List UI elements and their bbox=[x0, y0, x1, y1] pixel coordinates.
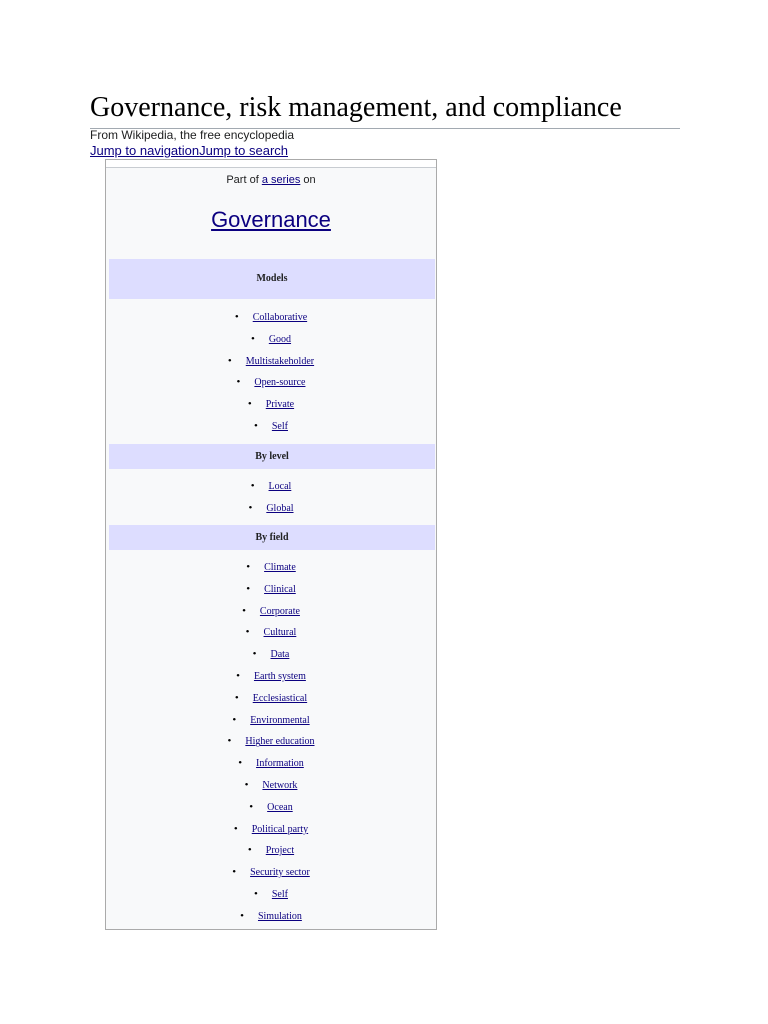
list-item bbox=[105, 735, 437, 748]
series-item-link[interactable]: Private bbox=[265, 399, 295, 411]
series-item-link[interactable]: Good bbox=[268, 333, 292, 345]
bullet-icon: • bbox=[232, 866, 237, 879]
series-item-link[interactable]: Security sector bbox=[250, 867, 310, 879]
series-item-link[interactable]: Higher education bbox=[245, 736, 315, 748]
list-item bbox=[105, 692, 437, 705]
bullet-icon: • bbox=[250, 480, 255, 492]
jump-links bbox=[90, 143, 288, 159]
part-of-prefix: Part of bbox=[226, 174, 262, 186]
bullet-icon: • bbox=[248, 501, 253, 514]
bullet-icon: • bbox=[233, 822, 238, 835]
bullet-icon: • bbox=[254, 888, 258, 900]
series-item-link[interactable]: Environmental bbox=[250, 714, 310, 726]
series-item-link[interactable]: Data bbox=[270, 649, 290, 661]
series-title-container bbox=[105, 207, 437, 233]
list-item bbox=[105, 626, 437, 639]
list-item bbox=[105, 398, 437, 411]
bullet-icon: • bbox=[240, 909, 244, 922]
list-item bbox=[105, 801, 437, 814]
bullet-icon: • bbox=[236, 670, 240, 682]
bullet-icon: • bbox=[254, 420, 258, 432]
list-item bbox=[105, 376, 437, 389]
bullet-icon: • bbox=[242, 604, 246, 617]
series-item-link[interactable]: Local bbox=[268, 481, 292, 492]
list-item bbox=[105, 648, 437, 661]
series-item-link[interactable]: Self bbox=[271, 889, 288, 900]
list-item bbox=[105, 561, 437, 574]
jump-to-search-link[interactable]: Jump to search bbox=[199, 143, 288, 158]
list-item bbox=[105, 823, 437, 836]
list-item bbox=[105, 355, 437, 368]
list-item bbox=[105, 779, 437, 792]
bullet-icon: • bbox=[227, 735, 232, 748]
bullet-icon: • bbox=[232, 713, 237, 726]
list-item bbox=[105, 605, 437, 618]
section-heading-models: Models bbox=[109, 259, 435, 299]
section-heading-by-level: By level bbox=[109, 444, 435, 469]
series-item-link[interactable]: Open-source bbox=[254, 377, 306, 389]
page-title: Governance, risk management, and compliance bbox=[90, 88, 680, 129]
bullet-icon: • bbox=[249, 800, 254, 813]
series-item-link[interactable]: Collaborative bbox=[252, 312, 308, 323]
bullet-icon: • bbox=[234, 311, 239, 323]
series-item-link[interactable]: Climate bbox=[264, 562, 296, 573]
bullet-icon: • bbox=[238, 757, 243, 770]
list-item bbox=[105, 311, 437, 324]
bullet-icon: • bbox=[247, 844, 252, 857]
list-item bbox=[105, 757, 437, 770]
list-item bbox=[105, 480, 437, 493]
series-item-link[interactable]: Corporate bbox=[259, 605, 300, 617]
jump-to-navigation-link[interactable]: Jump to navigation bbox=[90, 143, 200, 158]
list-item bbox=[105, 333, 437, 346]
bullet-icon: • bbox=[246, 582, 251, 595]
list-item bbox=[105, 583, 437, 596]
bullet-icon: • bbox=[252, 648, 257, 661]
sidebar-top-divider bbox=[106, 160, 436, 168]
a-series-link[interactable]: a series bbox=[261, 174, 301, 186]
list-item bbox=[105, 844, 437, 857]
bullet-icon: • bbox=[250, 332, 255, 345]
list-item bbox=[105, 888, 437, 901]
list-item bbox=[105, 866, 437, 879]
series-item-link[interactable]: Self bbox=[271, 421, 288, 432]
section-heading-by-field: By field bbox=[109, 525, 435, 550]
governance-series-link[interactable]: Governance bbox=[211, 207, 331, 232]
list-item bbox=[105, 502, 437, 515]
bullet-icon: • bbox=[244, 779, 249, 791]
bullet-icon: • bbox=[227, 354, 232, 367]
series-item-link[interactable]: Simulation bbox=[257, 910, 302, 922]
series-item-link[interactable]: Ecclesiastical bbox=[252, 692, 308, 704]
series-item-link[interactable]: Cultural bbox=[263, 627, 297, 639]
series-item-link[interactable]: Political party bbox=[251, 823, 309, 835]
bullet-icon: • bbox=[236, 376, 241, 389]
bullet-icon: • bbox=[245, 626, 250, 639]
series-item-link[interactable]: Ocean bbox=[267, 801, 293, 813]
list-item bbox=[105, 910, 437, 923]
list-item bbox=[105, 714, 437, 727]
bullet-icon: • bbox=[234, 691, 239, 704]
part-of-suffix: on bbox=[300, 174, 316, 186]
series-item-link[interactable]: Information bbox=[256, 758, 304, 770]
part-of-series bbox=[105, 174, 437, 186]
bullet-icon: • bbox=[247, 398, 252, 411]
series-item-link[interactable]: Project bbox=[265, 845, 295, 857]
series-item-link[interactable]: Clinical bbox=[264, 583, 296, 595]
site-tagline: From Wikipedia, the free encyclopedia bbox=[90, 128, 295, 142]
series-item-link[interactable]: Multistakeholder bbox=[245, 355, 315, 367]
series-item-link[interactable]: Earth system bbox=[253, 671, 306, 682]
list-item bbox=[105, 420, 437, 433]
series-item-link[interactable]: Network bbox=[262, 780, 298, 791]
series-item-link[interactable]: Global bbox=[266, 502, 294, 514]
bullet-icon: • bbox=[246, 561, 251, 573]
list-item bbox=[105, 670, 437, 683]
